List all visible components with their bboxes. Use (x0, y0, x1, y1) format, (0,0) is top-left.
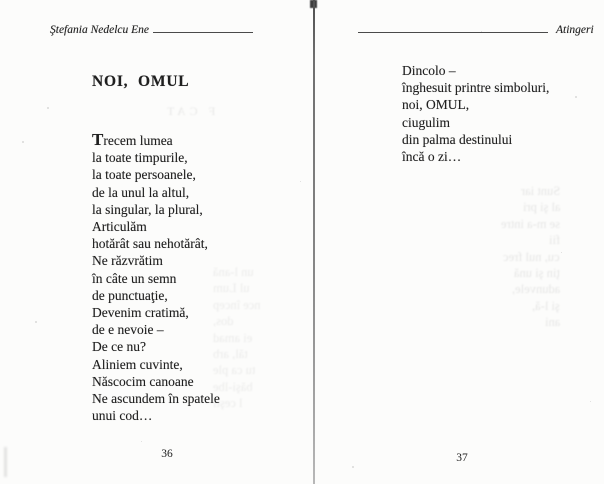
scan-speckle (575, 96, 577, 98)
bleedthrough-line: ul Lum (213, 281, 250, 296)
poem-line: De ce nu? (92, 339, 146, 355)
right-poem (402, 62, 549, 165)
left-page-header (50, 21, 253, 36)
poem-line: hotărât sau nehotărât, (92, 236, 208, 252)
page-number-right: 37 (456, 452, 468, 464)
poem-line: la singular, la plural, (92, 201, 203, 217)
poem-line: Ne ascundem în spatele (92, 391, 220, 407)
bleedthrough-block-right (410, 183, 560, 331)
drop-cap-initial: T (92, 130, 104, 149)
poem-line: Devenim cratimă, (92, 305, 189, 321)
poem-line: Născocim canoane (92, 373, 194, 389)
poem-title: NOI, OMUL (92, 73, 190, 90)
poem-line: încă o zi… (402, 149, 462, 165)
bleedthrough-line: cu, nul frec (503, 249, 560, 264)
poem-line: ciugulim (402, 114, 450, 130)
poem-line: unui cod… (92, 408, 153, 424)
poem-line: la toate persoanele, (92, 167, 196, 183)
bleedthrough-line: adunvele, (511, 282, 560, 297)
bleedthrough-line: şi l-ă, (532, 298, 560, 313)
poem-line: de la unul la altul, (92, 184, 190, 200)
header-rule-right (358, 21, 548, 33)
poem-line: Articulăm (92, 219, 147, 235)
poem-line: de punctuaţie, (92, 287, 168, 303)
bleedthrough-line: ani (544, 315, 560, 330)
bleedthrough-line: băşi-lbe (213, 379, 253, 394)
scan-speckle (300, 181, 301, 182)
scan-speckle (141, 441, 142, 442)
bleedthrough-line: dos, (213, 314, 234, 329)
bleedthrough-smudge: F CAT (163, 104, 216, 118)
poem-line: la toate timpurile, (92, 150, 188, 166)
author-name: Ştefania Nedelcu Ene (50, 24, 149, 36)
poem-line: Dincolo – (402, 63, 456, 78)
poem-line: Aliniem cuvinte, (92, 356, 183, 372)
scan-speckle (35, 321, 37, 323)
bleedthrough-block-left (213, 264, 313, 412)
bleedthrough-line: ei amad (213, 330, 253, 345)
poem-line: noi, OMUL, (402, 97, 470, 113)
poem-first-line (92, 131, 220, 149)
bleedthrough-line: nce încep (213, 297, 261, 312)
book-gutter-line (313, 0, 315, 484)
bleedthrough-line: Sunt iar (520, 184, 560, 198)
book-title: Atingeri (556, 24, 594, 36)
bleedthrough-line: ţin şi ună (514, 266, 560, 281)
scan-edge-smudge (4, 447, 7, 477)
left-poem-lines (92, 149, 220, 424)
page-number-left: 36 (161, 448, 173, 460)
bleedthrough-line: fii (548, 233, 560, 248)
bleedthrough-line: l ceşti (213, 396, 243, 411)
left-poem (92, 131, 220, 424)
bleedthrough-line: al şi pri (522, 200, 560, 215)
scan-speckle (47, 107, 49, 109)
scan-speckle (22, 141, 24, 143)
right-poem-lines (402, 62, 549, 165)
scan-speckle (590, 401, 591, 402)
scan-speckle (352, 466, 354, 468)
header-rule-left (153, 21, 253, 33)
poem-first-line-text: recem lumea (103, 133, 173, 148)
poem-line: Ne răzvrătim (92, 253, 163, 269)
poem-line: înghesuit printre simboluri, (402, 80, 550, 96)
scan-speckle (481, 31, 482, 32)
bleedthrough-line: se m-a intre (500, 216, 560, 231)
poem-line: în câte un semn (92, 270, 177, 286)
poem-line: din palma destinului (402, 131, 513, 147)
bleedthrough-line: tu ca ple (213, 363, 256, 378)
scan-speckle (561, 252, 562, 253)
bleedthrough-line: tăl, arb (213, 347, 248, 362)
poem-line: de e nevoie – (92, 322, 164, 338)
bleedthrough-line: un l-ană (213, 265, 254, 279)
right-page-header (358, 21, 594, 36)
